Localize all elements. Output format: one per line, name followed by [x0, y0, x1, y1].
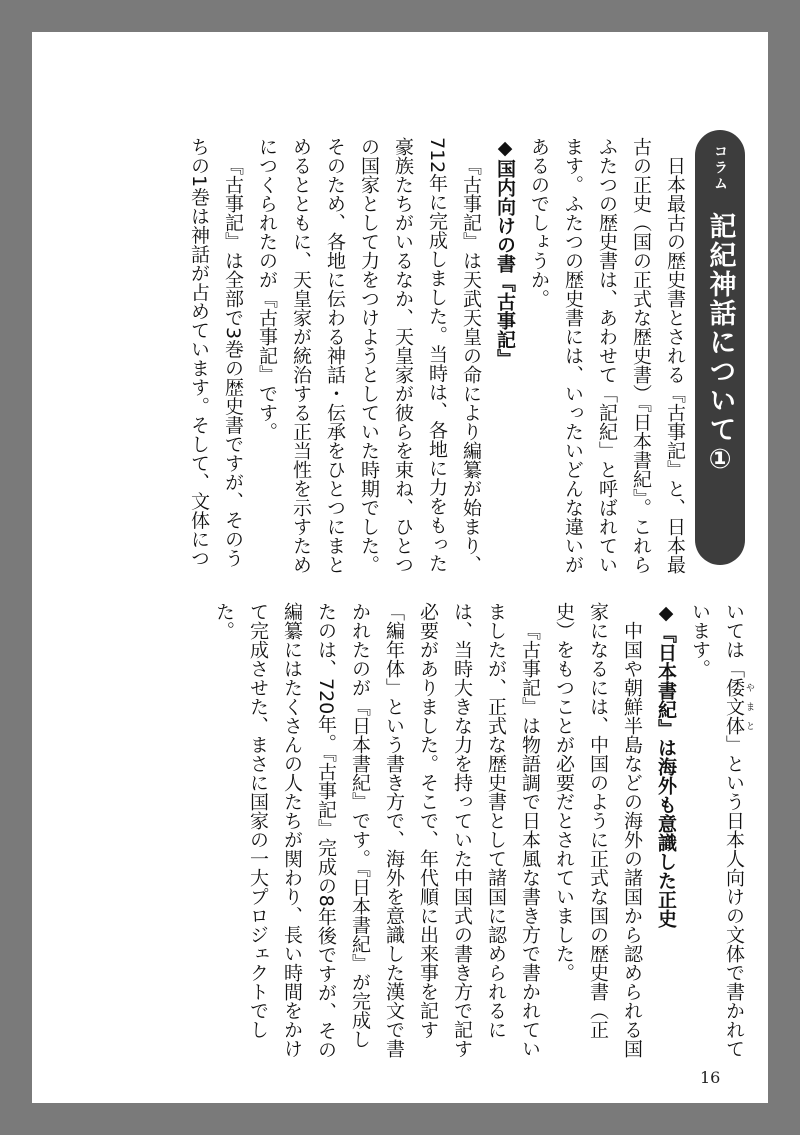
kojiki-paragraph-2: 『古事記』は全部で3巻の歴史書ですが、そのうちの1巻は神話が占めています。そして、文体につ [188, 137, 244, 568]
lower-text-block [194, 602, 754, 1067]
kojiki-paragraph-1: 『古事記』は天武天皇の命により編纂が始まり、712年に完成しました。当時は、各地に力をもった豪族たちがいるなか、天皇家が彼らを束ね、ひとつの国家として力をつけようとしていた時期でした。そのため、各地に伝わる神話・伝承をひとつにまとめるとともに、天皇家が統治する正当性を示すためにつくられたのが『古事記』です。 [256, 137, 482, 574]
section-heading-kojiki: ◆国内向けの書『古事記』 [494, 137, 516, 368]
ruby-base: 倭文体 [723, 678, 745, 735]
page-number: 16 [700, 1068, 721, 1087]
continued-text-a: いては「 [723, 602, 745, 678]
book-page [32, 32, 768, 1103]
continued-paragraph [683, 602, 754, 1067]
yamato-ruby [723, 678, 754, 735]
column-label: コラム [712, 144, 728, 192]
nihonshoki-paragraph-1: 中国や朝鮮半島などの海外の諸国から認められる国家になるには、中国のように正式な国の歴史書（正史）をもつことが必要だとされていました。 [553, 602, 643, 1058]
upper-text-block [102, 137, 692, 577]
nihonshoki-paragraph-2: 『古事記』は物語調で日本風な書き方で書かれていましたが、正式な歴史書として諸国に認められるには、当時大きな力を持っていた中国式の書き方で記す必要がありました。そこで、年代順に出来事を記す「編年体」という書き方で、海外を意識した漢文で書かれたのが『日本書紀』です。『日本書紀』が完成したのは、720年。『古事記』完成の8年後ですが、その編纂にはたくさんの人たちが関わり、長い時間をかけて完成させた、まさに国家の一大プロジェクトでした。 [213, 602, 541, 1059]
ruby-reading: やまと [744, 678, 754, 735]
column-title-banner [695, 130, 745, 565]
intro-paragraph: 日本最古の歴史書とされる『古事記』と、日本最古の正史（国の正式な歴史書）『日本書紀』。これらふたつの歴史書は、あわせて「記紀」と呼ばれています。ふたつの歴史書には、いったいどんな違いがあるのでしょうか。 [528, 137, 686, 574]
section-heading-nihonshoki: ◆『日本書紀』は海外も意識した正史 [655, 602, 677, 928]
column-title: 記紀神話について① [704, 212, 736, 477]
continued-text-b: 」という日本人向けの文体で書かれています。 [689, 602, 745, 1058]
